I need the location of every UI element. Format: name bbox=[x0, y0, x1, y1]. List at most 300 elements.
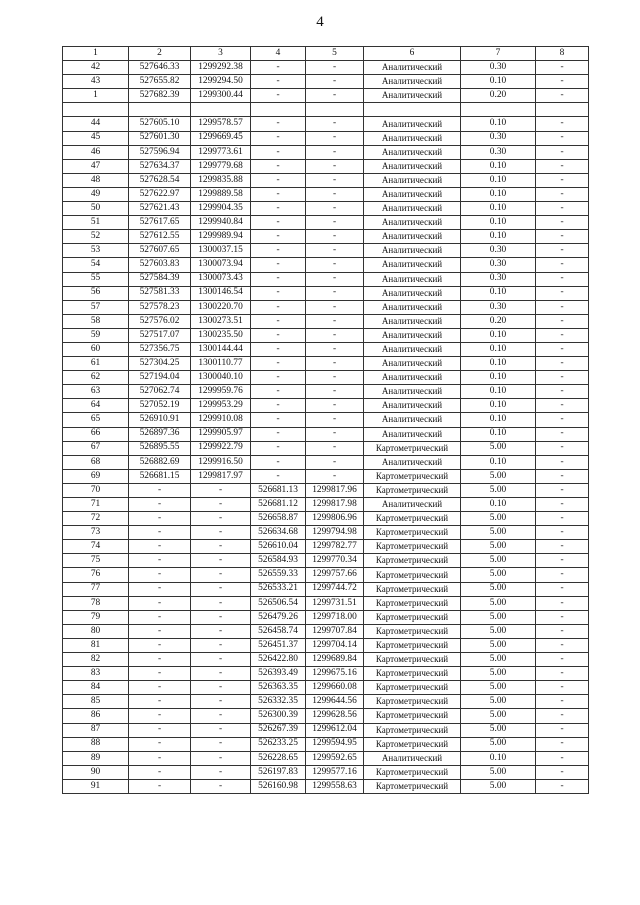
table-cell: 5.00 bbox=[461, 441, 536, 455]
table-cell: Картометрический bbox=[364, 723, 461, 737]
table-cell: - bbox=[129, 723, 191, 737]
table-cell bbox=[364, 103, 461, 117]
table-cell: 526233.25 bbox=[251, 737, 306, 751]
table-cell: 70 bbox=[63, 483, 129, 497]
table-cell: - bbox=[306, 455, 364, 469]
table-cell: Аналитический bbox=[364, 272, 461, 286]
table-row bbox=[63, 681, 589, 695]
table-cell: - bbox=[306, 300, 364, 314]
table-cell: 63 bbox=[63, 385, 129, 399]
table-cell: 527605.10 bbox=[129, 117, 191, 131]
table-row bbox=[63, 357, 589, 371]
table-cell: - bbox=[306, 230, 364, 244]
table-cell: 55 bbox=[63, 272, 129, 286]
table-cell: 5.00 bbox=[461, 723, 536, 737]
table-cell: - bbox=[251, 89, 306, 103]
table-cell bbox=[251, 103, 306, 117]
table-row bbox=[63, 300, 589, 314]
table-cell: - bbox=[129, 483, 191, 497]
table-cell: Аналитический bbox=[364, 413, 461, 427]
table-cell: - bbox=[536, 681, 589, 695]
table-cell: Картометрический bbox=[364, 653, 461, 667]
table-cell: Картометрический bbox=[364, 512, 461, 526]
table-cell: - bbox=[191, 681, 251, 695]
table-cell: 82 bbox=[63, 653, 129, 667]
table-cell: - bbox=[306, 117, 364, 131]
table-row bbox=[63, 638, 589, 652]
table-cell: - bbox=[536, 145, 589, 159]
table-cell: Аналитический bbox=[364, 89, 461, 103]
table-cell: - bbox=[306, 187, 364, 201]
table-cell: 71 bbox=[63, 498, 129, 512]
table-cell: - bbox=[306, 385, 364, 399]
table-cell: 527621.43 bbox=[129, 202, 191, 216]
table-cell: - bbox=[536, 526, 589, 540]
table-cell: - bbox=[306, 173, 364, 187]
table-cell: Картометрический bbox=[364, 681, 461, 695]
table-cell: - bbox=[129, 779, 191, 793]
table-cell: - bbox=[191, 638, 251, 652]
table-cell: 526658.87 bbox=[251, 512, 306, 526]
table-cell: 0.10 bbox=[461, 187, 536, 201]
table-row bbox=[63, 469, 589, 483]
table-cell: Картометрический bbox=[364, 624, 461, 638]
table-cell: - bbox=[251, 216, 306, 230]
table-cell: 56 bbox=[63, 286, 129, 300]
table-cell: 526197.83 bbox=[251, 765, 306, 779]
table-cell: - bbox=[306, 216, 364, 230]
table-cell: - bbox=[191, 568, 251, 582]
table-cell: 5.00 bbox=[461, 681, 536, 695]
table-row bbox=[63, 540, 589, 554]
table-cell: - bbox=[536, 117, 589, 131]
table-cell: - bbox=[129, 526, 191, 540]
table-row bbox=[63, 483, 589, 497]
table-row bbox=[63, 117, 589, 131]
table-cell: - bbox=[251, 159, 306, 173]
table-cell: 5.00 bbox=[461, 483, 536, 497]
table-row bbox=[63, 103, 589, 117]
table-cell: - bbox=[536, 131, 589, 145]
table-cell: 85 bbox=[63, 695, 129, 709]
table-cell: 83 bbox=[63, 667, 129, 681]
table-cell: Аналитический bbox=[364, 342, 461, 356]
table-row bbox=[63, 61, 589, 75]
table-cell: 5.00 bbox=[461, 540, 536, 554]
table-cell: 5.00 bbox=[461, 737, 536, 751]
column-header: 4 bbox=[251, 47, 306, 61]
table-cell: - bbox=[251, 117, 306, 131]
table-row bbox=[63, 258, 589, 272]
table-cell: - bbox=[251, 357, 306, 371]
table-cell: 47 bbox=[63, 159, 129, 173]
table-cell: 526267.39 bbox=[251, 723, 306, 737]
table-cell: - bbox=[536, 638, 589, 652]
table-cell: - bbox=[129, 765, 191, 779]
table-cell: - bbox=[251, 145, 306, 159]
table-cell: 0.20 bbox=[461, 89, 536, 103]
table-cell: 1299744.72 bbox=[306, 582, 364, 596]
column-header: 5 bbox=[306, 47, 364, 61]
table-cell: - bbox=[191, 779, 251, 793]
table-cell: 64 bbox=[63, 399, 129, 413]
table-cell: Картометрический bbox=[364, 568, 461, 582]
table-cell: 1 bbox=[63, 89, 129, 103]
table-cell: 527607.65 bbox=[129, 244, 191, 258]
table-cell: - bbox=[536, 187, 589, 201]
table-cell: 68 bbox=[63, 455, 129, 469]
table-cell: - bbox=[536, 709, 589, 723]
table-cell: Аналитический bbox=[364, 328, 461, 342]
table-cell: 76 bbox=[63, 568, 129, 582]
table-cell: Картометрический bbox=[364, 765, 461, 779]
table-cell: 5.00 bbox=[461, 667, 536, 681]
table-cell: 0.10 bbox=[461, 342, 536, 356]
table-cell: Картометрический bbox=[364, 596, 461, 610]
table-cell: 1300144.44 bbox=[191, 342, 251, 356]
table-cell: 526897.36 bbox=[129, 427, 191, 441]
table-cell: - bbox=[129, 596, 191, 610]
table-cell: 77 bbox=[63, 582, 129, 596]
table-cell: Аналитический bbox=[364, 751, 461, 765]
table-cell: - bbox=[306, 371, 364, 385]
table-row bbox=[63, 202, 589, 216]
table-cell: 526882.69 bbox=[129, 455, 191, 469]
table-cell: 90 bbox=[63, 765, 129, 779]
table-cell: - bbox=[251, 75, 306, 89]
table-row bbox=[63, 526, 589, 540]
table-cell: - bbox=[306, 61, 364, 75]
table-cell: 87 bbox=[63, 723, 129, 737]
table-cell: - bbox=[536, 413, 589, 427]
table-row bbox=[63, 371, 589, 385]
coordinates-table bbox=[62, 46, 589, 794]
table-cell: - bbox=[536, 286, 589, 300]
table-cell: 1300220.70 bbox=[191, 300, 251, 314]
table-cell: 526479.26 bbox=[251, 610, 306, 624]
table-cell: Картометрический bbox=[364, 483, 461, 497]
table-cell: 1299905.97 bbox=[191, 427, 251, 441]
table-cell: - bbox=[191, 737, 251, 751]
table-cell: Аналитический bbox=[364, 427, 461, 441]
page-number: 4 bbox=[316, 14, 324, 30]
table-cell: - bbox=[536, 653, 589, 667]
table-cell: Аналитический bbox=[364, 117, 461, 131]
table-cell: 1299904.35 bbox=[191, 202, 251, 216]
table-cell: - bbox=[129, 498, 191, 512]
table-cell: 527584.39 bbox=[129, 272, 191, 286]
table-cell bbox=[536, 103, 589, 117]
table-cell: - bbox=[536, 300, 589, 314]
table-cell: 0.10 bbox=[461, 751, 536, 765]
table-cell: 58 bbox=[63, 314, 129, 328]
table-cell: 59 bbox=[63, 328, 129, 342]
table-cell: 1299806.96 bbox=[306, 512, 364, 526]
table-cell: Картометрический bbox=[364, 709, 461, 723]
table-body bbox=[63, 47, 589, 794]
table-cell: - bbox=[536, 695, 589, 709]
table-row bbox=[63, 230, 589, 244]
table-cell: - bbox=[536, 258, 589, 272]
table-cell: 527576.02 bbox=[129, 314, 191, 328]
table-cell: - bbox=[536, 371, 589, 385]
table-cell: 5.00 bbox=[461, 779, 536, 793]
table-cell: - bbox=[536, 89, 589, 103]
table-cell: 526634.68 bbox=[251, 526, 306, 540]
column-header: 8 bbox=[536, 47, 589, 61]
table-cell: - bbox=[129, 695, 191, 709]
table-cell: 527581.33 bbox=[129, 286, 191, 300]
table-cell: 73 bbox=[63, 526, 129, 540]
table-cell: - bbox=[536, 159, 589, 173]
table-cell: - bbox=[251, 131, 306, 145]
table-cell: 1299660.08 bbox=[306, 681, 364, 695]
table-cell: 51 bbox=[63, 216, 129, 230]
table-row bbox=[63, 498, 589, 512]
table-cell: 0.10 bbox=[461, 202, 536, 216]
table-cell: - bbox=[191, 653, 251, 667]
table-cell: Картометрический bbox=[364, 779, 461, 793]
table-cell: Аналитический bbox=[364, 244, 461, 258]
table-cell: - bbox=[129, 554, 191, 568]
table-cell: 5.00 bbox=[461, 596, 536, 610]
table-cell: - bbox=[536, 357, 589, 371]
table-cell: Картометрический bbox=[364, 441, 461, 455]
table-cell: 527617.65 bbox=[129, 216, 191, 230]
table-cell: - bbox=[129, 512, 191, 526]
table-cell: 1299817.97 bbox=[191, 469, 251, 483]
table-cell: - bbox=[536, 61, 589, 75]
table-cell: 1300040.10 bbox=[191, 371, 251, 385]
table-cell: 1299704.14 bbox=[306, 638, 364, 652]
table-cell: Аналитический bbox=[364, 300, 461, 314]
table-cell: 1299578.57 bbox=[191, 117, 251, 131]
table-cell: Картометрический bbox=[364, 582, 461, 596]
table-cell: 1300146.54 bbox=[191, 286, 251, 300]
table-cell: Аналитический bbox=[364, 131, 461, 145]
table-cell: 526895.55 bbox=[129, 441, 191, 455]
table-cell: Картометрический bbox=[364, 695, 461, 709]
table-cell: 527646.33 bbox=[129, 61, 191, 75]
table-cell: 526228.65 bbox=[251, 751, 306, 765]
table-cell: - bbox=[306, 202, 364, 216]
table-cell: 1299922.79 bbox=[191, 441, 251, 455]
column-header: 2 bbox=[129, 47, 191, 61]
table-cell: 1299577.16 bbox=[306, 765, 364, 779]
table-cell: 527603.83 bbox=[129, 258, 191, 272]
table-cell: - bbox=[251, 61, 306, 75]
table-cell: - bbox=[536, 314, 589, 328]
table-cell: 526681.13 bbox=[251, 483, 306, 497]
table-cell: 0.30 bbox=[461, 145, 536, 159]
table-cell: - bbox=[251, 230, 306, 244]
table-cell: - bbox=[306, 159, 364, 173]
table-cell: 5.00 bbox=[461, 624, 536, 638]
table-cell: 526910.91 bbox=[129, 413, 191, 427]
table-cell: Аналитический bbox=[364, 173, 461, 187]
table-cell: - bbox=[191, 483, 251, 497]
table-cell: 527062.74 bbox=[129, 385, 191, 399]
table-cell: 1299835.88 bbox=[191, 173, 251, 187]
table-cell: 5.00 bbox=[461, 512, 536, 526]
table-cell: - bbox=[306, 272, 364, 286]
table-cell: - bbox=[536, 512, 589, 526]
table-cell: Аналитический bbox=[364, 159, 461, 173]
table-cell: - bbox=[191, 596, 251, 610]
table-cell: 0.10 bbox=[461, 117, 536, 131]
table-cell: 89 bbox=[63, 751, 129, 765]
table-cell: - bbox=[536, 483, 589, 497]
table-cell: 5.00 bbox=[461, 765, 536, 779]
table-cell: - bbox=[129, 568, 191, 582]
table-cell: Картометрический bbox=[364, 737, 461, 751]
table-cell: 78 bbox=[63, 596, 129, 610]
table-cell: 526610.04 bbox=[251, 540, 306, 554]
table-cell: 1299782.77 bbox=[306, 540, 364, 554]
table-cell: 1299294.50 bbox=[191, 75, 251, 89]
table-cell: Аналитический bbox=[364, 61, 461, 75]
table-cell: - bbox=[536, 244, 589, 258]
table-cell: 0.10 bbox=[461, 328, 536, 342]
table-cell: 526681.15 bbox=[129, 469, 191, 483]
table-cell: 1300073.94 bbox=[191, 258, 251, 272]
table-cell: - bbox=[536, 216, 589, 230]
table-cell: - bbox=[191, 512, 251, 526]
table-row bbox=[63, 244, 589, 258]
table-cell: 5.00 bbox=[461, 709, 536, 723]
table-cell: 5.00 bbox=[461, 638, 536, 652]
table-cell: - bbox=[191, 751, 251, 765]
table-cell: - bbox=[191, 540, 251, 554]
table-cell: Аналитический bbox=[364, 455, 461, 469]
table-cell: 48 bbox=[63, 173, 129, 187]
table-cell: 1299989.94 bbox=[191, 230, 251, 244]
table-cell: 526332.35 bbox=[251, 695, 306, 709]
table-cell: - bbox=[251, 427, 306, 441]
table-cell: 527601.30 bbox=[129, 131, 191, 145]
table-cell: - bbox=[129, 624, 191, 638]
table-cell: 1299669.45 bbox=[191, 131, 251, 145]
table-cell: 88 bbox=[63, 737, 129, 751]
table-cell: 66 bbox=[63, 427, 129, 441]
table-cell: Картометрический bbox=[364, 526, 461, 540]
table-cell: - bbox=[251, 342, 306, 356]
table-cell: Аналитический bbox=[364, 399, 461, 413]
table-cell: 1299916.50 bbox=[191, 455, 251, 469]
table-cell: 50 bbox=[63, 202, 129, 216]
table-cell: - bbox=[536, 202, 589, 216]
table-cell: - bbox=[129, 653, 191, 667]
table-cell: 526559.33 bbox=[251, 568, 306, 582]
table-cell: 49 bbox=[63, 187, 129, 201]
table-cell: 0.10 bbox=[461, 371, 536, 385]
table-cell: - bbox=[251, 314, 306, 328]
table-cell: Картометрический bbox=[364, 554, 461, 568]
table-cell: - bbox=[191, 765, 251, 779]
table-cell: 42 bbox=[63, 61, 129, 75]
table-cell: - bbox=[129, 610, 191, 624]
table-cell: 526393.49 bbox=[251, 667, 306, 681]
table-row bbox=[63, 272, 589, 286]
table-cell: 5.00 bbox=[461, 568, 536, 582]
table-cell: Картометрический bbox=[364, 638, 461, 652]
table-cell: 0.10 bbox=[461, 216, 536, 230]
table-row bbox=[63, 512, 589, 526]
table-cell: 62 bbox=[63, 371, 129, 385]
table-row bbox=[63, 582, 589, 596]
table-cell: - bbox=[536, 427, 589, 441]
table-cell: 527578.23 bbox=[129, 300, 191, 314]
table-cell: 72 bbox=[63, 512, 129, 526]
table-cell: 0.10 bbox=[461, 230, 536, 244]
table-cell: 527622.97 bbox=[129, 187, 191, 201]
table-cell: Аналитический bbox=[364, 498, 461, 512]
table-cell: 527612.55 bbox=[129, 230, 191, 244]
table-cell: - bbox=[306, 399, 364, 413]
table-cell: - bbox=[306, 145, 364, 159]
table-cell bbox=[63, 103, 129, 117]
table-cell: - bbox=[129, 582, 191, 596]
table-cell: 527304.25 bbox=[129, 357, 191, 371]
table-cell: - bbox=[191, 723, 251, 737]
table-cell: 0.10 bbox=[461, 286, 536, 300]
table-cell: - bbox=[306, 328, 364, 342]
table-row bbox=[63, 596, 589, 610]
table-cell: 526300.39 bbox=[251, 709, 306, 723]
table-cell: - bbox=[536, 765, 589, 779]
table-cell: 75 bbox=[63, 554, 129, 568]
table-row bbox=[63, 385, 589, 399]
table-cell: - bbox=[251, 413, 306, 427]
table-cell: - bbox=[191, 667, 251, 681]
table-cell: - bbox=[536, 751, 589, 765]
table-cell: 1299558.63 bbox=[306, 779, 364, 793]
table-cell: - bbox=[251, 300, 306, 314]
table-cell: - bbox=[536, 455, 589, 469]
table-cell: 69 bbox=[63, 469, 129, 483]
table-cell: - bbox=[191, 554, 251, 568]
table-cell: 52 bbox=[63, 230, 129, 244]
table-cell: 1299707.84 bbox=[306, 624, 364, 638]
table-cell: 84 bbox=[63, 681, 129, 695]
table-cell: 527052.19 bbox=[129, 399, 191, 413]
table-cell: Аналитический bbox=[364, 286, 461, 300]
table-cell: - bbox=[191, 709, 251, 723]
table-cell: 526584.93 bbox=[251, 554, 306, 568]
table-row bbox=[63, 667, 589, 681]
table-row bbox=[63, 131, 589, 145]
table-cell: - bbox=[306, 342, 364, 356]
table-cell: 65 bbox=[63, 413, 129, 427]
table-cell: 0.10 bbox=[461, 399, 536, 413]
table-row bbox=[63, 554, 589, 568]
table-cell: 527194.04 bbox=[129, 371, 191, 385]
table-cell: 1299731.51 bbox=[306, 596, 364, 610]
table-cell: - bbox=[536, 737, 589, 751]
table-row bbox=[63, 427, 589, 441]
table-cell: 1299300.44 bbox=[191, 89, 251, 103]
table-cell: - bbox=[306, 244, 364, 258]
table-cell: Аналитический bbox=[364, 187, 461, 201]
table-cell: - bbox=[129, 737, 191, 751]
table-cell: 5.00 bbox=[461, 610, 536, 624]
table-cell: Картометрический bbox=[364, 610, 461, 624]
table-row bbox=[63, 779, 589, 793]
table-cell: 1299675.16 bbox=[306, 667, 364, 681]
table-cell: 526458.74 bbox=[251, 624, 306, 638]
table-cell: - bbox=[536, 399, 589, 413]
table-cell: 0.30 bbox=[461, 61, 536, 75]
